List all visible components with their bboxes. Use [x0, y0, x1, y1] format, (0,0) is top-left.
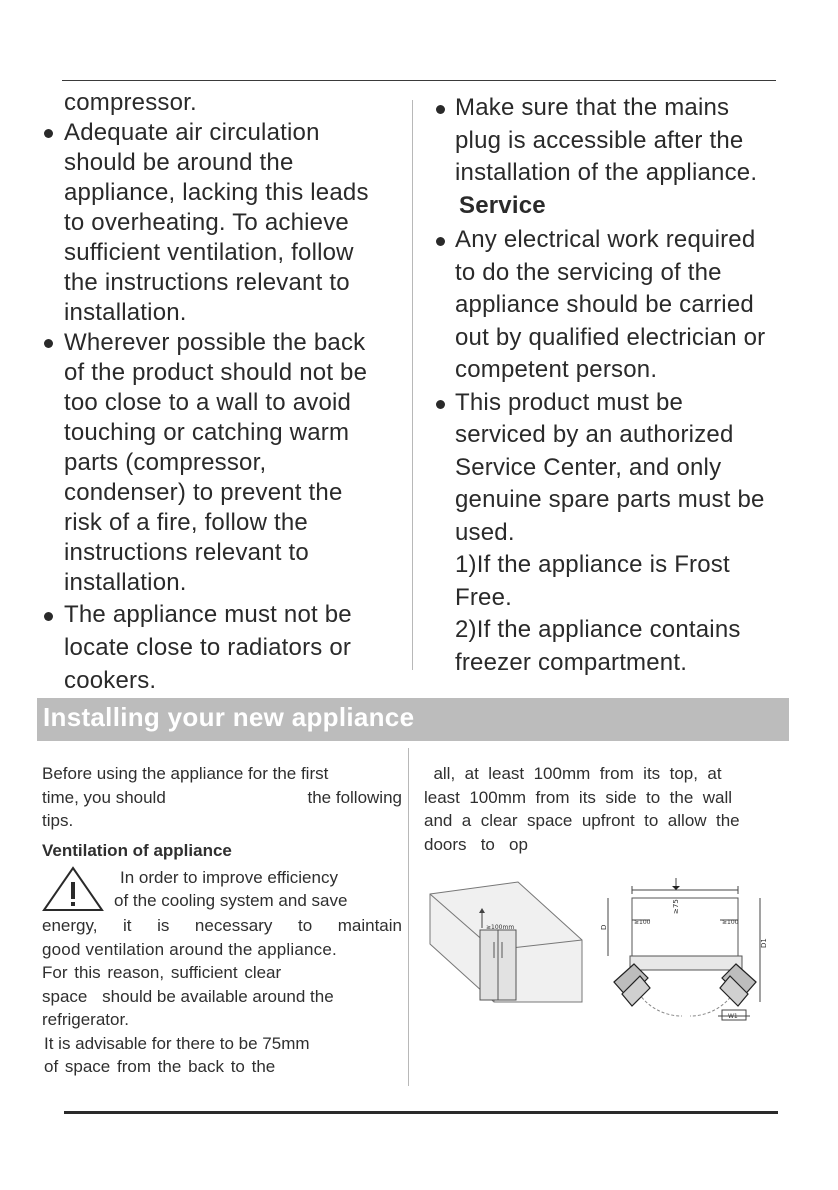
bullet-electrical-work: Any electrical work required to do the servicing of the appliance should be carried out by qualified electrician or competent person. — [436, 224, 816, 387]
top-gap-label: ≥100mm — [486, 924, 515, 931]
width-open-label: W1 — [728, 1013, 738, 1020]
bullet-mains-plug: Make sure that the mains plug is accessible after the installation of the appliance. — [436, 92, 816, 190]
numbered-item-freezer: 2)If the appliance contains freezer compartment. — [455, 616, 741, 676]
side-gap-left-label: ≥100 — [634, 919, 651, 926]
right-column — [436, 92, 816, 679]
fridge-alcove-figure — [428, 880, 588, 1005]
depth-label: D — [600, 924, 608, 930]
bullet-dot-icon — [44, 339, 53, 348]
service-heading: Service — [459, 191, 546, 219]
install-right-column: all, at least 100mm from its top, at least 100mm from its side to the wall and a clear space upfront to allow the doors to op — [424, 764, 740, 854]
section-title: Installing your new appliance — [43, 702, 415, 732]
bullet-dot-icon — [436, 105, 445, 114]
warning-triangle-icon — [42, 866, 104, 912]
bullet-dot-icon — [44, 129, 53, 138]
continuation-text: compressor. — [64, 89, 197, 116]
column-divider-bottom — [408, 748, 409, 1086]
bullet-radiators: The appliance must not be locate close to radiators or cookers. — [46, 598, 406, 697]
section-banner — [37, 698, 789, 741]
bullet-authorized-service: This product must be serviced by an authorized Service Center, and only genuine spare parts must be used. — [436, 387, 816, 550]
bullet-dot-icon — [44, 612, 53, 621]
ventilation-title: Ventilation of appliance — [42, 840, 232, 860]
column-divider-top — [412, 100, 413, 670]
numbered-item-frost-free: 1)If the appliance is Frost Free. — [455, 551, 730, 611]
space-line: space should be available around the — [42, 986, 334, 1006]
side-gap-right-label: ≥100 — [722, 919, 739, 926]
left-column — [46, 88, 406, 697]
bullet-dot-icon — [436, 237, 445, 246]
depth-open-label: D1 — [760, 938, 768, 948]
bullet-air-circulation: Adequate air circulation should be around the appliance, lacking this leads to overheating. To achieve sufficient ventilation, follow the instructions relevant to installation. — [46, 118, 406, 328]
back-gap-label: ≥75 — [672, 899, 680, 914]
header-rule — [62, 80, 776, 81]
intro-line-2: time, you should the following — [42, 787, 402, 807]
door-clearance-figure — [600, 876, 770, 1026]
bullet-dot-icon — [436, 400, 445, 409]
footer-rule — [64, 1111, 778, 1114]
warning-block: In order to improve efficiency of the cooling system and save — [42, 866, 402, 914]
bullet-back-wall: Wherever possible the back of the product should not be too close to a wall to avoid touching or catching warm parts (compressor, condenser) to prevent the risk of a fire, follow the instructions relevant to installation. — [46, 328, 406, 598]
install-left-column: Before using the appliance for the first time, you should the following tips. Ventilation of appliance In order to improve efficiency of the cooling system and save energy, it is necessary to maintain good ventilation around the appliance. For this reason, sufficient clear space should be available around the refrigerator. It is advisable for there to be 75mm of space from the back to the — [42, 764, 402, 1076]
